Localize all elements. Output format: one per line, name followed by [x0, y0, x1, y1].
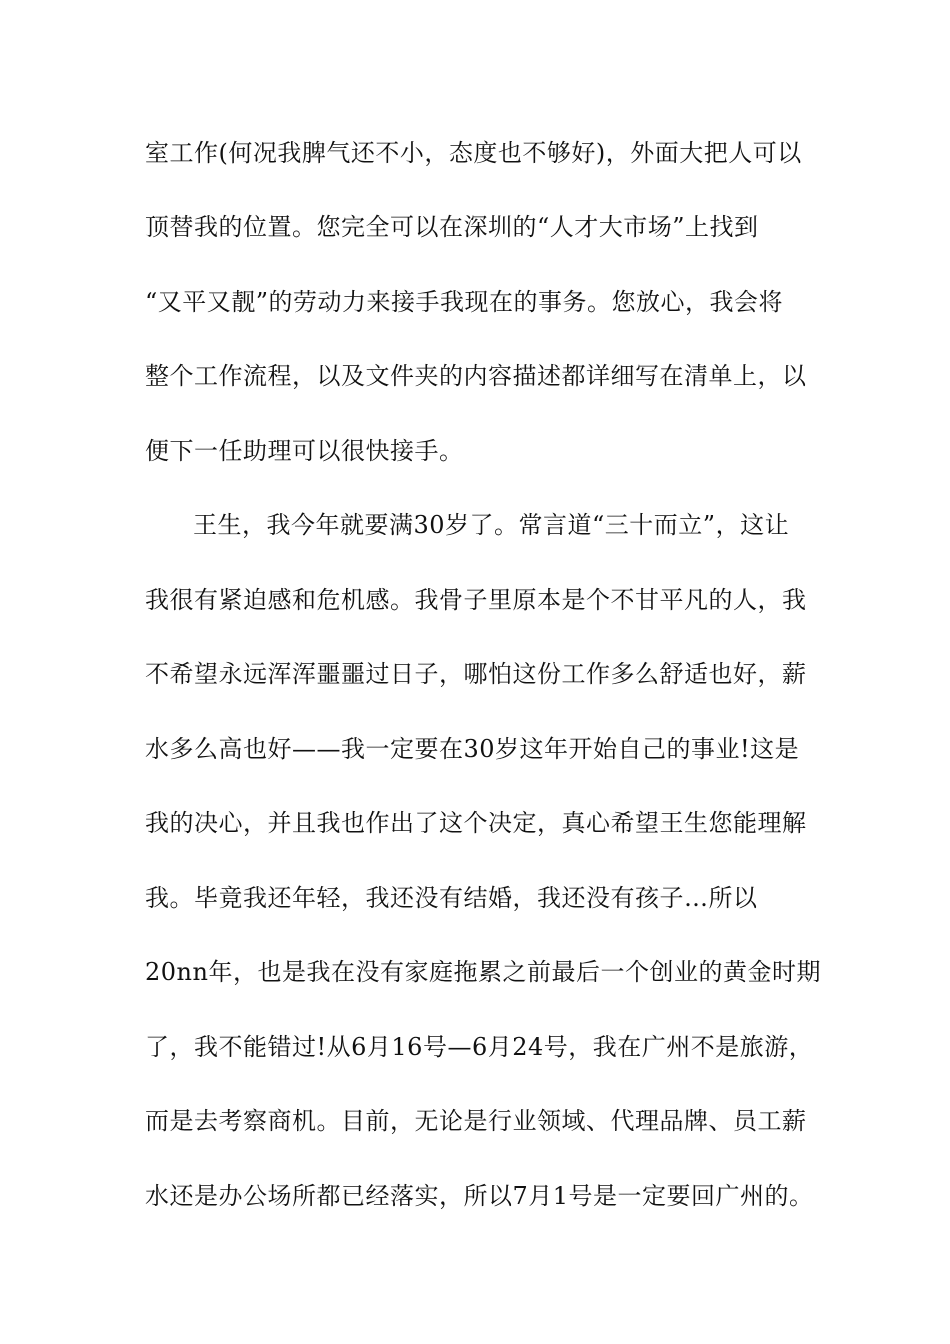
paragraph-start-line: 王生，我今年就要满30岁了。常言道“三十而立”，这让 [193, 511, 790, 539]
text-line: 不希望永远浑浑噩噩过日子，哪怕这份工作多么舒适也好，薪 [145, 660, 807, 688]
text-line: 我。毕竟我还年轻，我还没有结婚，我还没有孩子…所以 [145, 884, 758, 912]
text-line: 顶替我的位置。您完全可以在深圳的“人才大市场”上找到 [145, 213, 759, 241]
text-line: 室工作(何况我脾气还不小，态度也不够好)，外面大把人可以 [145, 139, 802, 167]
text-line: 水还是办公场所都已经落实，所以7月1号是一定要回广州的。 [145, 1182, 814, 1210]
text-line: 便下一任助理可以很快接手。 [145, 437, 464, 465]
text-line: 我的决心，并且我也作出了这个决定，真心希望王生您能理解 [145, 809, 807, 837]
text-line: 20nn年，也是我在没有家庭拖累之前最后一个创业的黄金时期 [145, 958, 821, 986]
text-line: “又平又靓”的劳动力来接手我现在的事务。您放心，我会将 [145, 288, 784, 316]
text-line: 而是去考察商机。目前，无论是行业领域、代理品牌、员工薪 [145, 1107, 807, 1135]
text-line: 水多么高也好——我一定要在30岁这年开始自己的事业!这是 [145, 735, 800, 763]
text-line: 我很有紧迫感和危机感。我骨子里原本是个不甘平凡的人，我 [145, 586, 807, 614]
text-line: 了，我不能错过!从6月16号—6月24号，我在广州不是旅游， [145, 1033, 814, 1061]
text-line: 整个工作流程，以及文件夹的内容描述都详细写在清单上，以 [145, 362, 807, 390]
